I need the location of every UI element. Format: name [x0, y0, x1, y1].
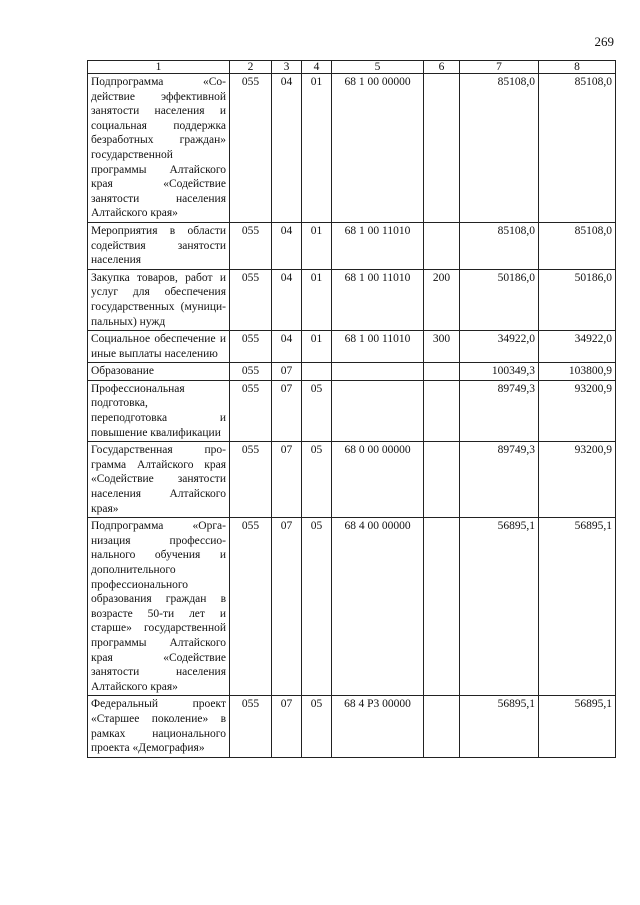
- expense-type-cell: [424, 222, 460, 269]
- amount-cell: 56895,1: [460, 518, 539, 696]
- amount-cell: 56895,1: [539, 696, 616, 757]
- subsection-code-cell: 05: [302, 380, 332, 441]
- subsection-code-cell: 01: [302, 222, 332, 269]
- row-name-cell: Федеральный проект «Старшее поколение» в рамках национального проекта «Демография»: [88, 696, 230, 757]
- target-code-cell: 68 0 00 00000: [332, 442, 424, 518]
- table-row: [88, 331, 616, 363]
- target-code-cell: 68 4 P3 00000: [332, 696, 424, 757]
- row-name-cell: Профессиональная подготовка, переподготовка и повышение квалификации: [88, 380, 230, 441]
- amount-cell: 85108,0: [539, 222, 616, 269]
- subsection-code-cell: 01: [302, 74, 332, 223]
- ministry-code-cell: 055: [230, 331, 272, 363]
- amount-cell: 89749,3: [460, 442, 539, 518]
- table-body: [88, 74, 616, 758]
- column-header: 6: [424, 61, 460, 74]
- subsection-code-cell: 05: [302, 442, 332, 518]
- table-row: [88, 74, 616, 223]
- subsection-code-cell: 01: [302, 331, 332, 363]
- section-code-cell: 07: [272, 696, 302, 757]
- section-code-cell: 04: [272, 74, 302, 223]
- budget-table: [87, 60, 616, 758]
- expense-type-cell: 300: [424, 331, 460, 363]
- ministry-code-cell: 055: [230, 269, 272, 330]
- amount-cell: 93200,9: [539, 380, 616, 441]
- row-name-cell: Подпрограмма «Организация профессионального обучения и дополнительного профессионального образования граждан в возрасте 50-ти лет и старше» государственной программы Алтайского края «Содействие занятости населения Алтайского края»: [88, 518, 230, 696]
- expense-type-cell: [424, 380, 460, 441]
- amount-cell: 50186,0: [539, 269, 616, 330]
- expense-type-cell: [424, 363, 460, 381]
- table-row: [88, 518, 616, 696]
- amount-cell: 34922,0: [460, 331, 539, 363]
- subsection-code-cell: 05: [302, 518, 332, 696]
- table-row: [88, 380, 616, 441]
- row-name-cell: Социальное обеспечение и иные выплаты населению: [88, 331, 230, 363]
- section-code-cell: 04: [272, 269, 302, 330]
- target-code-cell: 68 1 00 11010: [332, 222, 424, 269]
- amount-cell: 100349,3: [460, 363, 539, 381]
- amount-cell: 85108,0: [460, 222, 539, 269]
- page-number: 269: [594, 34, 614, 49]
- expense-type-cell: [424, 518, 460, 696]
- expense-type-cell: [424, 696, 460, 757]
- section-code-cell: 07: [272, 442, 302, 518]
- amount-cell: 34922,0: [539, 331, 616, 363]
- ministry-code-cell: 055: [230, 442, 272, 518]
- column-header: 2: [230, 61, 272, 74]
- expense-type-cell: [424, 442, 460, 518]
- column-header: 1: [88, 61, 230, 74]
- target-code-cell: 68 1 00 11010: [332, 331, 424, 363]
- column-header: 3: [272, 61, 302, 74]
- section-code-cell: 07: [272, 363, 302, 381]
- row-name-cell: Закупка товаров, работ и услуг для обеспечения государственных (муниципальных) нужд: [88, 269, 230, 330]
- expense-type-cell: [424, 74, 460, 223]
- row-name-cell: Образование: [88, 363, 230, 381]
- target-code-cell: 68 1 00 00000: [332, 74, 424, 223]
- amount-cell: 50186,0: [460, 269, 539, 330]
- column-header: 4: [302, 61, 332, 74]
- ministry-code-cell: 055: [230, 74, 272, 223]
- amount-cell: 103800,9: [539, 363, 616, 381]
- target-code-cell: 68 1 00 11010: [332, 269, 424, 330]
- target-code-cell: [332, 363, 424, 381]
- subsection-code-cell: [302, 363, 332, 381]
- column-header: 8: [539, 61, 616, 74]
- table-row: [88, 222, 616, 269]
- row-name-cell: Подпрограмма «Содействие эффективной занятости населения и социальная поддержка безработных граждан» государственной программы Алтайского края «Содействие занятости населения Алтайского края»: [88, 74, 230, 223]
- section-code-cell: 07: [272, 518, 302, 696]
- table-row: [88, 269, 616, 330]
- section-code-cell: 04: [272, 222, 302, 269]
- ministry-code-cell: 055: [230, 363, 272, 381]
- amount-cell: 93200,9: [539, 442, 616, 518]
- expense-type-cell: 200: [424, 269, 460, 330]
- row-name-cell: Мероприятия в области содействия занятости населения: [88, 222, 230, 269]
- ministry-code-cell: 055: [230, 222, 272, 269]
- row-name-cell: Государственная программа Алтайского края «Содействие занятости населения Алтайского края»: [88, 442, 230, 518]
- ministry-code-cell: 055: [230, 696, 272, 757]
- target-code-cell: [332, 380, 424, 441]
- table-row: [88, 442, 616, 518]
- amount-cell: 89749,3: [460, 380, 539, 441]
- ministry-code-cell: 055: [230, 380, 272, 441]
- table-header-row: [88, 61, 616, 74]
- amount-cell: 85108,0: [539, 74, 616, 223]
- amount-cell: 56895,1: [460, 696, 539, 757]
- amount-cell: 56895,1: [539, 518, 616, 696]
- column-header: 7: [460, 61, 539, 74]
- ministry-code-cell: 055: [230, 518, 272, 696]
- target-code-cell: 68 4 00 00000: [332, 518, 424, 696]
- subsection-code-cell: 01: [302, 269, 332, 330]
- section-code-cell: 07: [272, 380, 302, 441]
- section-code-cell: 04: [272, 331, 302, 363]
- column-header: 5: [332, 61, 424, 74]
- amount-cell: 85108,0: [460, 74, 539, 223]
- table-row: [88, 696, 616, 757]
- table-row: [88, 363, 616, 381]
- subsection-code-cell: 05: [302, 696, 332, 757]
